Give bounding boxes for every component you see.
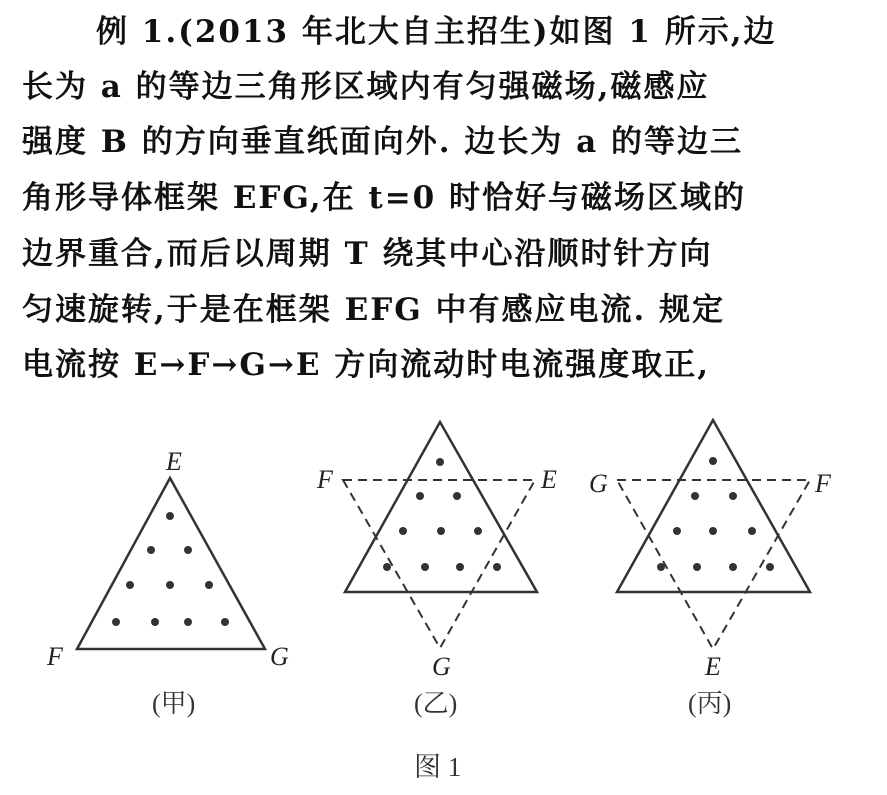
panel-label: (乙) — [414, 689, 458, 718]
magnetic-field-triangle — [345, 422, 537, 592]
figure-1 — [0, 400, 887, 790]
problem-line: 电流按 E→F→G→E 方向流动时电流强度取正, — [22, 347, 711, 383]
magnetic-field-triangle — [617, 420, 810, 592]
problem-line: 边界重合,而后以周期 T 绕其中心沿顺时针方向 — [22, 236, 713, 272]
vertex-label-e: E — [705, 652, 721, 681]
figure-svg — [0, 400, 887, 790]
field-dots — [383, 458, 501, 571]
panel-yi — [316, 422, 557, 718]
panel-bing — [589, 420, 832, 718]
problem-line: 例 1.(2013 年北大自主招生)如图 1 所示,边 — [96, 14, 777, 50]
panel-jia — [46, 447, 289, 718]
magnetic-field-triangle — [77, 478, 265, 649]
vertex-label-g: G — [270, 642, 289, 671]
rotated-frame-efg — [343, 480, 535, 648]
vertex-label-e: E — [166, 447, 182, 476]
panel-label: (丙) — [688, 689, 732, 718]
field-dots — [112, 512, 229, 626]
problem-line: 匀速旋转,于是在框架 EFG 中有感应电流. 规定 — [22, 292, 726, 328]
rotated-frame-efg — [617, 480, 810, 649]
vertex-label-g: G — [432, 652, 451, 681]
vertex-label-g: G — [589, 469, 608, 498]
problem-line: 强度 B 的方向垂直纸面向外. 边长为 a 的等边三 — [22, 124, 744, 160]
vertex-label-f: F — [815, 469, 831, 498]
figure-caption: 图 1 — [414, 752, 462, 782]
vertex-label-e: E — [541, 465, 557, 494]
vertex-label-f: F — [317, 465, 333, 494]
panel-label: (甲) — [152, 689, 196, 718]
field-dots — [657, 457, 774, 571]
vertex-label-f: F — [47, 642, 63, 671]
problem-line: 长为 a 的等边三角形区域内有匀强磁场,磁感应 — [22, 69, 710, 105]
problem-line: 角形导体框架 EFG,在 t=0 时恰好与磁场区域的 — [22, 180, 747, 216]
